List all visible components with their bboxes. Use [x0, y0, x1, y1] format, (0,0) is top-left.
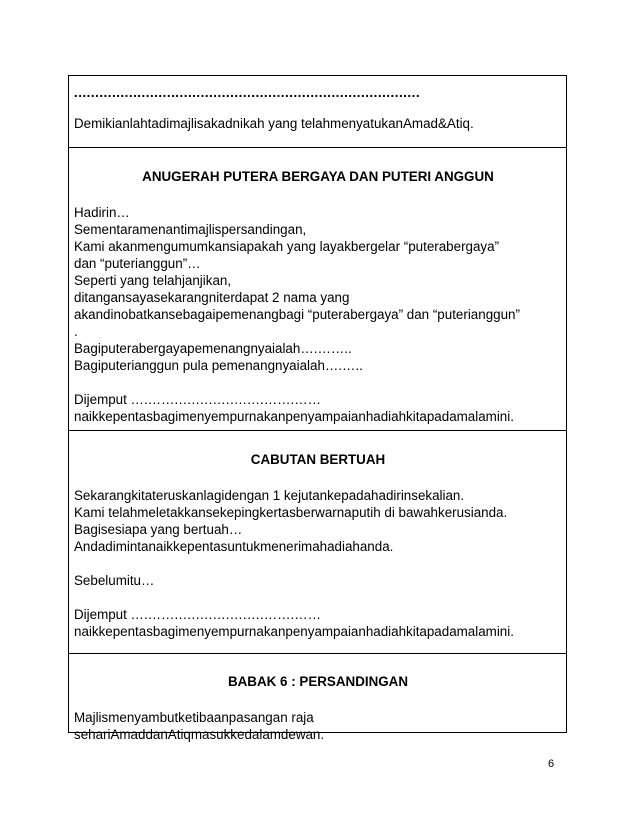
award-line: Bagiputerabergayapemenangnyaialah….……..	[74, 341, 352, 356]
award-line: dan “puterianggun”…	[74, 256, 201, 271]
award-text	[74, 204, 562, 425]
lucky-line: Sekarangkitateruskanlagidengan 1 kejutankepadahadirinsekalian.	[74, 488, 465, 503]
intro-text: Demikianlahtadimajlisakadnikah yang telahmenyatukanAmad&Atiq.	[74, 116, 474, 131]
lucky-line: Kami telahmeletakkansekepingkertasberwarnaputih di bawahkerusianda.	[74, 505, 508, 520]
lucky-line: Dijemput ….…….….….….….….…….……	[74, 607, 322, 622]
babak-6-text	[74, 709, 562, 743]
script-table	[68, 75, 567, 742]
award-line: Kami akanmengumumkansiapakah yang layakbergelar “puterabergaya”	[74, 239, 500, 254]
lucky-draw-heading: CABUTAN BERTUAH	[250, 452, 386, 467]
lucky-draw-cell	[69, 431, 566, 654]
award-line: Hadirin…	[74, 205, 130, 220]
blank-line	[74, 374, 562, 391]
lucky-draw-text	[74, 487, 562, 640]
award-line: .	[74, 324, 78, 339]
award-cell	[69, 148, 566, 431]
award-heading: ANUGERAH PUTERA BERGAYA DAN PUTERI ANGGUN	[142, 169, 494, 184]
award-line: ditangansayasekarangniterdapat 2 nama yang	[74, 290, 350, 305]
award-line: naikkepentasbagimenyempurnakanpenyampaianhadiahkitapadamalamini.	[74, 409, 514, 424]
award-line: Seperti yang telahjanjikan,	[74, 273, 232, 288]
babak-6-cell	[69, 654, 566, 742]
babak-6-heading: BABAK 6 : PERSANDINGAN	[227, 674, 409, 689]
award-line: Bagiputerianggun pula pemenangnyaialah….…..	[74, 358, 363, 373]
lucky-line: Sebelumitu…	[74, 573, 155, 588]
lucky-line: Andadimintanaikkepentasuntukmenerimahadiahanda.	[74, 539, 394, 554]
dotted-line: ..................................................................................	[74, 86, 421, 100]
lucky-line: Bagisesiapa yang bertuah…	[74, 522, 243, 537]
babak-line: sehariAmaddanAtiqmasukkedalamdewan.	[74, 727, 325, 742]
blank-line	[74, 555, 562, 572]
award-line: Sementaramenantimajlispersandingan,	[74, 222, 307, 237]
intro-cell	[69, 76, 566, 148]
award-line: Dijemput ….…….….….….….….…….……	[74, 392, 322, 407]
award-line: akandinobatkansebagaipemenangbagi “puterabergaya” dan “puterianggun”	[74, 307, 520, 322]
page-number: 6	[548, 758, 555, 770]
lucky-line: naikkepentasbagimenyempurnakanpenyampaianhadiahkitapadamalamini.	[74, 624, 514, 639]
babak-line: Majlismenyambutketibaanpasangan raja	[74, 710, 314, 725]
blank-line	[74, 589, 562, 606]
